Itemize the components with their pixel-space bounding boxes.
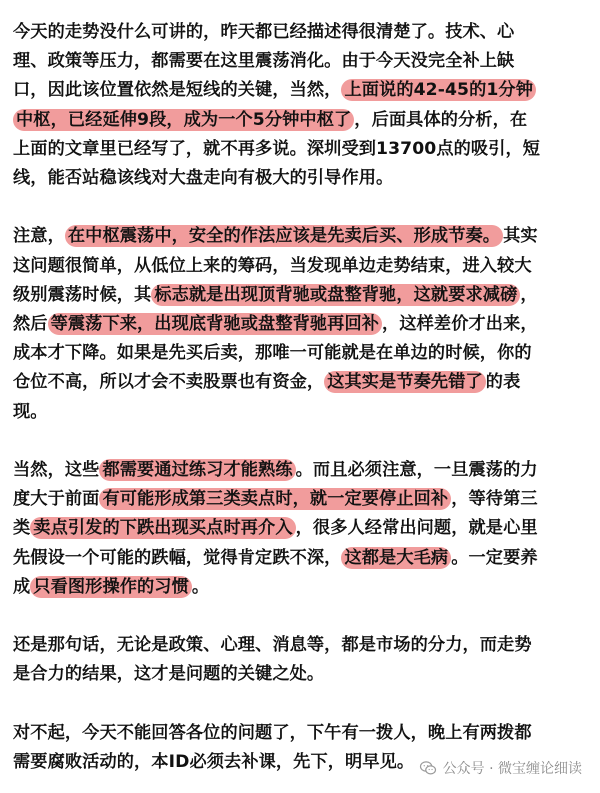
text-line <box>13 484 538 514</box>
text-line <box>13 543 538 573</box>
highlighted-text: 在中枢震荡中，安全的作法应该是先卖后买、形成节奏。 <box>65 225 503 247</box>
text-line <box>13 309 538 339</box>
text-line <box>13 572 209 602</box>
text-segment: 注意， <box>13 226 65 247</box>
text-segment: 上面的文章里已经写了，就不再多说。深圳受到13700点的吸引，短 <box>13 138 541 159</box>
text-line <box>13 747 414 777</box>
text-line <box>13 17 514 47</box>
text-segment: ，等待第三 <box>451 489 538 510</box>
text-segment: 先假设一个可能的跌幅，觉得肯定跌不深， <box>13 547 342 568</box>
highlighted-text: 这其实是节奏先错了 <box>324 371 486 393</box>
text-segment: ， <box>520 284 538 305</box>
text-line <box>13 455 538 485</box>
text-line <box>13 221 538 251</box>
text-segment: 今天的走势没什么可讲的，昨天都已经描述得很清楚了。技术、心 <box>13 22 515 42</box>
highlighted-text: 卖点引发的下跌出现买点时再介入 <box>30 517 295 539</box>
highlighted-text: 这都是大毛病 <box>341 547 451 569</box>
text-line <box>13 134 540 164</box>
highlighted-text: 都需要通过练习才能熟练 <box>99 459 295 481</box>
text-segment: 度大于前面 <box>13 489 100 510</box>
text-segment: 还是那句话，无论是政策、心理、消息等，都是市场的分力，而走势 <box>13 635 532 656</box>
highlighted-text: 标志就是出现顶背驰或盘整背驰，这就要求减磅 <box>151 284 520 306</box>
text-segment: 级别震荡时候，其 <box>13 284 152 305</box>
text-line <box>13 46 514 76</box>
text-segment: 需要腐败活动的，本ID必须去补课，先下，明早见。 <box>13 752 415 772</box>
text-line <box>13 630 532 660</box>
text-line <box>13 105 527 135</box>
text-segment: 其实 <box>503 226 538 247</box>
text-segment: 的表 <box>485 372 521 393</box>
text-line <box>13 280 538 310</box>
text-segment: 这问题很简单，从低位上来的筹码，当发现单边走势结束，进入较大 <box>13 255 532 276</box>
text-segment: 然后 <box>13 314 48 334</box>
text-line <box>13 718 532 748</box>
text-segment: 成 <box>13 576 31 597</box>
text-segment: 口，因此该位置依然是短线的关键，当然， <box>13 80 342 101</box>
text-segment: 仓位不高，所以才会不卖股票也有资金， <box>13 372 325 393</box>
text-segment: ，这样差价才出来， <box>382 314 538 334</box>
text-line <box>13 513 538 543</box>
text-segment: 。而且必须注意，一旦震荡的力 <box>295 460 538 480</box>
text-segment: 类 <box>13 518 31 539</box>
text-line <box>13 367 520 397</box>
text-segment: 当然，这些 <box>13 460 100 480</box>
text-segment: 。一定要养 <box>451 547 538 568</box>
highlighted-text: 只看图形操作的习惯 <box>30 576 192 598</box>
text-segment: 对不起，今天不能回答各位的问题了，下午有一拨人，晚上有两拨都 <box>13 722 532 743</box>
text-line <box>13 75 536 105</box>
highlighted-text: 中枢，已经延伸9段，成为一个5分钟中枢了 <box>13 109 354 131</box>
wechat-icon <box>419 759 437 777</box>
text-segment: 是合力的结果，这才是问题的关键之处。 <box>13 664 325 685</box>
text-segment: ，后面具体的分析，在 <box>354 109 528 130</box>
highlighted-text: 上面说的42-45的1分钟 <box>341 79 536 101</box>
text-segment: 理、政策等压力，都需要在这里震荡消化。由于今天没完全补上缺 <box>13 51 515 72</box>
text-line <box>13 251 532 281</box>
text-line <box>13 397 48 427</box>
text-segment: 线，能否站稳该线对大盘走向有极大的引导作用。 <box>13 168 394 188</box>
text-segment: 成本才下降。如果是先买后卖，那唯一可能就是在单边的时候，你的 <box>13 343 532 364</box>
highlighted-text: 有可能形成第三类卖点时，就一定要停止回补 <box>99 488 451 510</box>
text-segment: 现。 <box>13 401 48 422</box>
text-segment: ，很多人经常出问题，就是心里 <box>295 518 538 539</box>
watermark-text: 公众号 · 微宝缠论细读 <box>442 761 582 777</box>
text-line <box>13 163 393 193</box>
text-segment: 。 <box>191 576 210 597</box>
text-line <box>13 338 532 368</box>
text-line <box>13 659 324 689</box>
highlighted-text: 等震荡下来，出现底背驰或盘整背驰再回补 <box>48 313 382 335</box>
watermark <box>415 756 584 780</box>
